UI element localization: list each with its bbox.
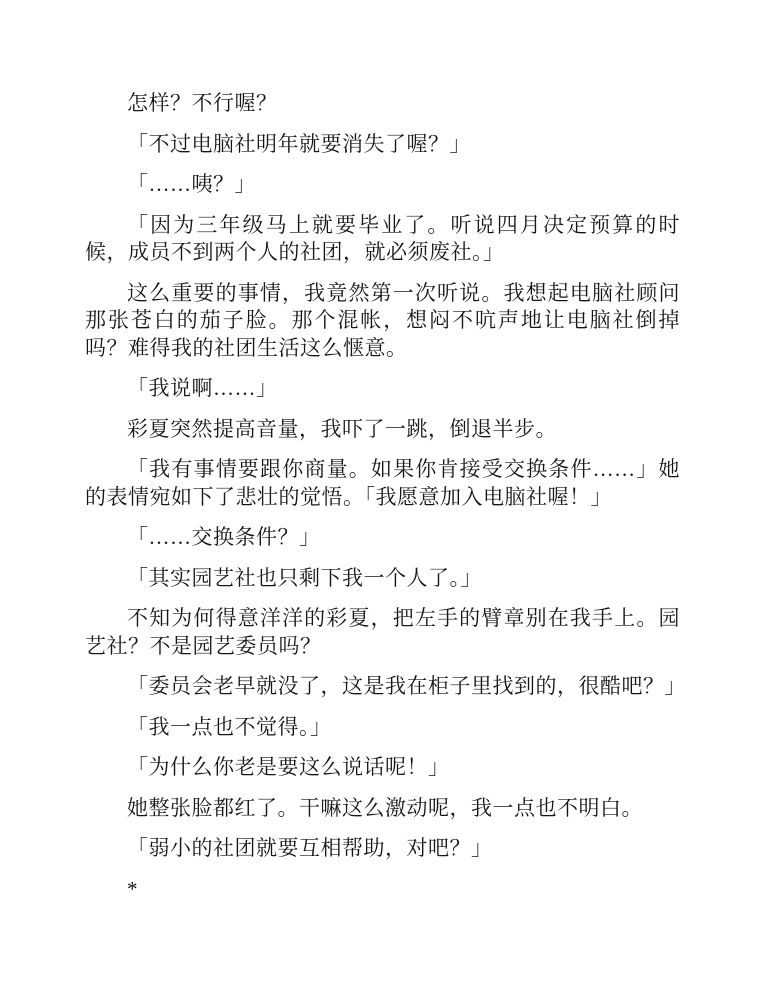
- narration-paragraph: 这么重要的事情，我竟然第一次听说。我想起电脑社顾问那张苍白的茄子脸。那个混帐，想闷不吭声地让电脑社倒掉吗？难得我的社团生活这么惬意。: [85, 280, 680, 360]
- dialogue-paragraph: 「弱小的社团就要互相帮助，对吧？」: [127, 836, 493, 860]
- narration-paragraph: 怎样？不行喔？: [127, 91, 278, 115]
- dialogue-paragraph: 「……咦？」: [127, 172, 256, 196]
- narration-paragraph: 她整张脸都红了。干嘛这么激动呢，我一点也不明白。: [127, 795, 643, 820]
- narration-paragraph: 彩夏突然提高音量，我吓了一跳，倒退半步。: [127, 416, 557, 441]
- dialogue-paragraph: 「……交换条件？」: [127, 525, 321, 549]
- dialogue-paragraph: 「委员会老早就没了，这是我在柜子里找到的，很酷吧？」: [127, 674, 686, 698]
- section-break-asterisk: *: [127, 876, 138, 901]
- dialogue-paragraph: 「为什么你老是要这么说话呢！」: [127, 755, 450, 779]
- dialogue-paragraph: 「我有事情要跟你商量。如果你肯接受交换条件……」她的表情宛如下了悲壮的觉悟。「我愿意加入电脑社喔！」: [85, 457, 680, 509]
- dialogue-paragraph: 「其实园艺社也只剩下我一个人了。」: [127, 565, 482, 590]
- dialogue-paragraph: 「不过电脑社明年就要消失了喔？」: [127, 131, 471, 156]
- dialogue-paragraph: 「我一点也不觉得。」: [127, 714, 332, 739]
- dialogue-paragraph: 「因为三年级马上就要毕业了。听说四月决定预算的时候，成员不到两个人的社团，就必须废社。」: [85, 212, 680, 264]
- dialogue-paragraph: 「我说啊……」: [127, 376, 278, 400]
- text-body: [85, 90, 686, 903]
- narration-paragraph: 不知为何得意洋洋的彩夏，把左手的臂章别在我手上。园艺社？不是园艺委员吗？: [85, 606, 680, 658]
